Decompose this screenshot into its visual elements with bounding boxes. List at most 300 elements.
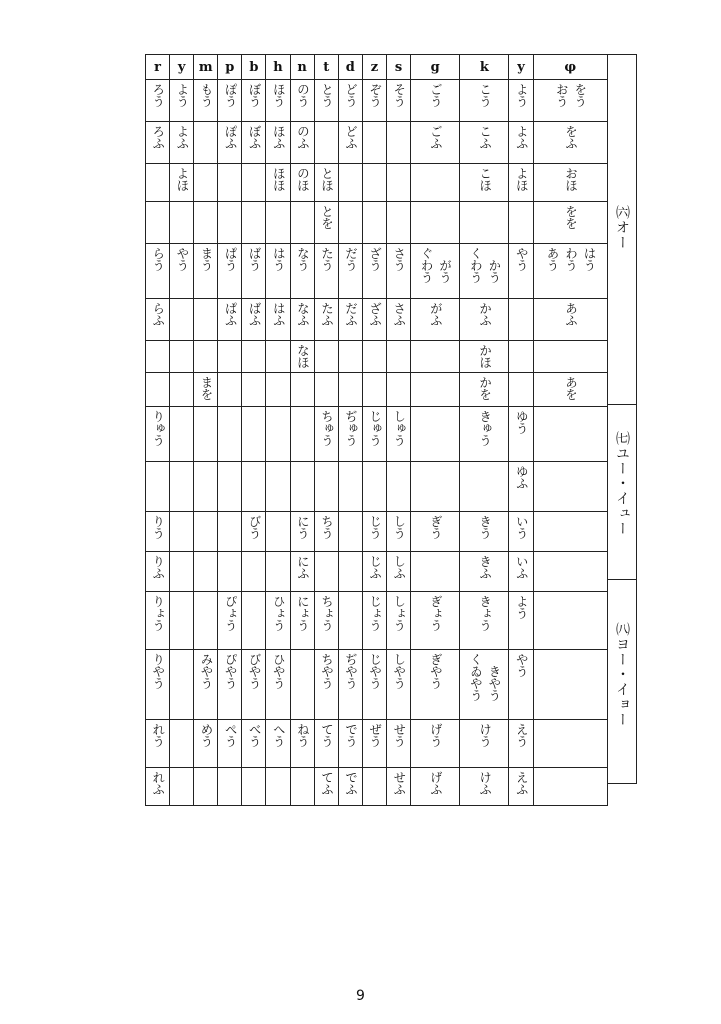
kana-reading: おう [554, 83, 570, 107]
kana-reading: ぽふ [223, 125, 239, 149]
kana-cell [218, 244, 242, 299]
kana-cell [290, 650, 314, 720]
kana-cell [338, 244, 362, 299]
kana-reading: きょう [477, 595, 493, 631]
kana-cell [386, 80, 410, 122]
kana-cell [533, 512, 607, 552]
kana-cell [338, 407, 362, 462]
kana-cell [266, 720, 290, 768]
kana-cell [194, 552, 218, 592]
kana-reading: ぼう [247, 83, 263, 107]
kana-cell [314, 768, 338, 806]
kana-reading: れう [150, 723, 166, 747]
kana-cell [266, 373, 290, 407]
kana-cell [146, 768, 170, 806]
kana-cell [290, 462, 314, 512]
kana-cell [218, 341, 242, 373]
kana-cell [386, 720, 410, 768]
kana-cell [386, 768, 410, 806]
kana-cell [386, 462, 410, 512]
kana-cell [460, 122, 509, 164]
kana-reading: けう [477, 723, 493, 747]
kana-cell [533, 552, 607, 592]
kana-reading: にふ [295, 555, 311, 579]
kana-reading: あう [545, 247, 561, 271]
kana-reading: さふ [391, 302, 407, 326]
kana-cell [362, 164, 386, 202]
kana-reading: よふ [514, 125, 530, 149]
kana-reading: ぽう [223, 83, 239, 107]
kana-cell [338, 80, 362, 122]
kana-cell [509, 720, 533, 768]
kana-cell [509, 552, 533, 592]
kana-cell [170, 373, 194, 407]
table-row [146, 202, 608, 244]
kana-cell [218, 164, 242, 202]
kana-cell [386, 373, 410, 407]
table-row [146, 462, 608, 512]
kana-cell [218, 650, 242, 720]
kana-cell [146, 299, 170, 341]
kana-cell [242, 407, 266, 462]
kana-cell [411, 552, 460, 592]
kana-reading: ほほ [271, 167, 287, 191]
kana-reading: ぎやう [428, 653, 444, 689]
kana-cell [362, 768, 386, 806]
kana-reading: みやう [198, 653, 214, 689]
kana-reading: よふ [174, 125, 190, 149]
kana-cell [218, 202, 242, 244]
kana-cell [362, 299, 386, 341]
kana-cell [338, 592, 362, 650]
table-row [146, 341, 608, 373]
kana-cell [460, 407, 509, 462]
kana-reading: たふ [319, 302, 335, 326]
kana-reading: とを [319, 205, 335, 229]
kana-cell [266, 592, 290, 650]
table-row [146, 164, 608, 202]
kana-cell [460, 244, 509, 299]
kana-reading: しふ [391, 555, 407, 579]
kana-cell [338, 122, 362, 164]
kana-cell [242, 122, 266, 164]
kana-reading: あを [563, 376, 579, 400]
kana-cell [533, 373, 607, 407]
kana-reading: こふ [477, 125, 493, 149]
kana-reading: だふ [343, 302, 359, 326]
kana-reading: ちやう [319, 653, 335, 689]
kana-reading: のほ [295, 167, 311, 191]
table-row [146, 122, 608, 164]
kana-cell [411, 202, 460, 244]
kana-cell [194, 592, 218, 650]
kana-cell [509, 299, 533, 341]
kana-cell [290, 202, 314, 244]
kana-cell [338, 768, 362, 806]
kana-reading: ちう [319, 515, 335, 539]
kana-cell [411, 592, 460, 650]
kana-cell [362, 122, 386, 164]
kana-reading: じやう [367, 653, 383, 689]
kana-cell [411, 512, 460, 552]
kana-cell [266, 299, 290, 341]
kana-reading: きふ [477, 555, 493, 579]
kana-cell [146, 407, 170, 462]
kana-cell [194, 299, 218, 341]
kana-cell [411, 720, 460, 768]
kana-cell [362, 462, 386, 512]
kana-cell [266, 650, 290, 720]
kana-cell [170, 462, 194, 512]
kana-reading: ゆう [514, 410, 530, 434]
group-label-yoo: ㈧ヨー・イョー [614, 622, 630, 727]
kana-cell [338, 341, 362, 373]
kana-cell [460, 341, 509, 373]
kana-reading: よう [174, 83, 190, 107]
kana-reading: しやう [391, 653, 407, 689]
kana-cell [146, 373, 170, 407]
header-row [146, 55, 608, 80]
kana-cell [266, 244, 290, 299]
kana-reading: にう [295, 515, 311, 539]
kana-cell [170, 299, 194, 341]
kana-cell [386, 299, 410, 341]
kana-reading: きう [477, 515, 493, 539]
group-divider [608, 579, 636, 580]
kana-cell [194, 244, 218, 299]
kana-cell [362, 202, 386, 244]
kana-cell [170, 202, 194, 244]
kana-cell [266, 164, 290, 202]
kana-reading: きやう [486, 665, 502, 701]
kana-cell [314, 462, 338, 512]
kana-reading: ぱう [223, 247, 239, 271]
kana-cell [314, 407, 338, 462]
kana-cell [338, 552, 362, 592]
kana-cell [386, 202, 410, 244]
kana-reading: ひょう [271, 595, 287, 631]
kana-cell [411, 373, 460, 407]
kana-cell [170, 768, 194, 806]
kana-cell [218, 720, 242, 768]
kana-cell [314, 341, 338, 373]
kana-reading: でう [343, 723, 359, 747]
kana-cell [290, 512, 314, 552]
kana-table [145, 54, 608, 806]
kana-reading: びう [247, 515, 263, 539]
kana-cell [411, 768, 460, 806]
kana-reading: たう [319, 247, 335, 271]
column-header: p [218, 55, 242, 80]
kana-cell [170, 341, 194, 373]
kana-reading: りふ [150, 555, 166, 579]
kana-reading: ぎう [428, 515, 444, 539]
kana-cell [146, 592, 170, 650]
kana-reading: はふ [271, 302, 287, 326]
kana-cell [338, 512, 362, 552]
kana-cell [194, 373, 218, 407]
kana-reading: ぴょう [223, 595, 239, 631]
column-header: m [194, 55, 218, 80]
kana-cell [338, 462, 362, 512]
kana-cell [386, 592, 410, 650]
kana-cell [362, 373, 386, 407]
column-header: g [411, 55, 460, 80]
kana-reading: びやう [247, 653, 263, 689]
kana-cell [460, 720, 509, 768]
kana-cell [242, 202, 266, 244]
kana-reading: やう [514, 653, 530, 677]
kana-cell [242, 373, 266, 407]
kana-reading: かふ [477, 302, 493, 326]
kana-reading: をふ [563, 125, 579, 149]
group-divider [608, 404, 636, 405]
kana-reading: よほ [174, 167, 190, 191]
kana-cell [170, 650, 194, 720]
kana-cell [411, 122, 460, 164]
kana-cell [290, 299, 314, 341]
kana-reading: りう [150, 515, 166, 539]
column-header: k [460, 55, 509, 80]
table-row [146, 373, 608, 407]
kana-reading: のう [295, 83, 311, 107]
kana-cell [533, 122, 607, 164]
kana-reading: わう [563, 247, 579, 271]
kana-reading: ちょう [319, 595, 335, 631]
kana-cell [509, 80, 533, 122]
kana-reading: ぺう [223, 723, 239, 747]
kana-cell [170, 512, 194, 552]
kana-reading: じう [367, 515, 383, 539]
kana-reading: じふ [367, 555, 383, 579]
kana-cell [242, 720, 266, 768]
kana-cell [314, 720, 338, 768]
kana-cell [218, 80, 242, 122]
kana-cell [314, 299, 338, 341]
kana-reading: いう [514, 515, 530, 539]
table-row [146, 768, 608, 806]
kana-cell [194, 407, 218, 462]
kana-cell [533, 299, 607, 341]
kana-cell [290, 407, 314, 462]
kana-reading: あふ [563, 302, 579, 326]
kana-cell [170, 164, 194, 202]
kana-reading: でふ [343, 771, 359, 795]
kana-reading: まを [198, 376, 214, 400]
kana-cell [218, 768, 242, 806]
kana-cell [509, 244, 533, 299]
kana-cell [170, 122, 194, 164]
table-row [146, 552, 608, 592]
kana-reading: りゅう [150, 410, 166, 446]
kana-cell [170, 720, 194, 768]
kana-reading: くわう [468, 247, 484, 283]
kana-reading: じょう [367, 595, 383, 631]
kana-cell [314, 202, 338, 244]
kana-reading: がふ [428, 302, 444, 326]
kana-cell [314, 244, 338, 299]
kana-cell [242, 552, 266, 592]
kana-reading: せう [391, 723, 407, 747]
table-row [146, 592, 608, 650]
kana-reading: ぱふ [223, 302, 239, 326]
group-label-yuu: ㈦ユー・イュー [614, 431, 630, 536]
kana-cell [509, 407, 533, 462]
kana-reading: ぜう [367, 723, 383, 747]
table-row [146, 244, 608, 299]
kana-cell [460, 164, 509, 202]
column-header: z [362, 55, 386, 80]
kana-reading: しょう [391, 595, 407, 631]
kana-cell [533, 244, 607, 299]
kana-reading: かを [477, 376, 493, 400]
column-header: r [146, 55, 170, 80]
kana-cell [509, 202, 533, 244]
kana-cell [242, 80, 266, 122]
kana-cell [290, 80, 314, 122]
kana-reading: やう [514, 247, 530, 271]
kana-reading: なほ [295, 344, 311, 368]
kana-reading: らう [150, 247, 166, 271]
kana-cell [386, 244, 410, 299]
kana-reading: ぢゅう [343, 410, 359, 446]
kana-cell [460, 373, 509, 407]
kana-cell [218, 407, 242, 462]
kana-cell [146, 80, 170, 122]
kana-cell [509, 164, 533, 202]
kana-cell [242, 592, 266, 650]
kana-reading: けふ [477, 771, 493, 795]
kana-cell [170, 552, 194, 592]
kana-cell [314, 592, 338, 650]
kana-cell [194, 202, 218, 244]
kana-cell [314, 373, 338, 407]
kana-cell [194, 122, 218, 164]
kana-reading: ぴやう [223, 653, 239, 689]
kana-cell [218, 122, 242, 164]
kana-reading: はう [582, 247, 598, 271]
kana-reading: ちゅう [319, 410, 335, 446]
kana-cell [290, 164, 314, 202]
kana-reading: まう [198, 247, 214, 271]
kana-cell [386, 164, 410, 202]
kana-reading: しう [391, 515, 407, 539]
kana-cell [194, 462, 218, 512]
kana-reading: ひやう [271, 653, 287, 689]
kana-cell [314, 122, 338, 164]
kana-cell [338, 650, 362, 720]
kana-cell [170, 244, 194, 299]
kana-cell [314, 164, 338, 202]
column-header: n [290, 55, 314, 80]
kana-cell [533, 768, 607, 806]
kana-reading: ろう [150, 83, 166, 107]
kana-cell [411, 462, 460, 512]
kana-cell [290, 373, 314, 407]
kana-cell [509, 341, 533, 373]
kana-cell [386, 512, 410, 552]
kana-cell [411, 341, 460, 373]
kana-reading: こう [477, 83, 493, 107]
kana-reading: さう [391, 247, 407, 271]
kana-reading: ぢやう [343, 653, 359, 689]
kana-reading: とう [319, 83, 335, 107]
kana-cell [290, 592, 314, 650]
kana-reading: へう [271, 723, 287, 747]
kana-cell [194, 720, 218, 768]
kana-cell [146, 122, 170, 164]
kana-cell [290, 341, 314, 373]
kana-cell [460, 592, 509, 650]
kana-cell [242, 341, 266, 373]
kana-reading: よう [514, 83, 530, 107]
kana-cell [242, 650, 266, 720]
kana-cell [218, 462, 242, 512]
kana-reading: じゅう [367, 410, 383, 446]
kana-reading: どふ [343, 125, 359, 149]
kana-reading: ばう [247, 247, 263, 271]
kana-reading: てう [319, 723, 335, 747]
kana-reading: おほ [563, 167, 579, 191]
kana-cell [290, 122, 314, 164]
kana-cell [411, 164, 460, 202]
table-row [146, 720, 608, 768]
kana-reading: ほふ [271, 125, 287, 149]
kana-reading: はう [271, 247, 287, 271]
kana-cell [460, 462, 509, 512]
kana-reading: しゅう [391, 410, 407, 446]
kana-reading: にょう [295, 595, 311, 631]
kana-cell [411, 244, 460, 299]
kana-reading: ごふ [428, 125, 444, 149]
kana-reading: なう [295, 247, 311, 271]
kana-cell [533, 462, 607, 512]
kana-cell [242, 462, 266, 512]
kana-cell [362, 407, 386, 462]
kana-cell [218, 512, 242, 552]
kana-cell [509, 650, 533, 720]
kana-reading: かう [486, 259, 502, 283]
kana-cell [411, 80, 460, 122]
kana-cell [266, 80, 290, 122]
kana-cell [146, 512, 170, 552]
kana-cell [266, 341, 290, 373]
kana-cell [460, 512, 509, 552]
kana-reading: えう [514, 723, 530, 747]
kana-reading: げふ [428, 771, 444, 795]
kana-cell [194, 341, 218, 373]
kana-reading: そう [391, 83, 407, 107]
kana-reading: くゐやう [468, 653, 484, 701]
kana-cell [170, 407, 194, 462]
column-header: y [509, 55, 533, 80]
kana-cell [362, 720, 386, 768]
kana-cell [314, 650, 338, 720]
table-row [146, 80, 608, 122]
kana-cell [146, 720, 170, 768]
kana-cell [218, 592, 242, 650]
kana-reading: ばふ [247, 302, 263, 326]
kana-reading: ぐわう [419, 247, 435, 283]
kana-cell [170, 80, 194, 122]
group-label-strip [608, 54, 637, 784]
kana-reading: をう [572, 83, 588, 107]
kana-reading: ごう [428, 83, 444, 107]
kana-cell [146, 552, 170, 592]
kana-reading: のふ [295, 125, 311, 149]
kana-reading: ぎょう [428, 595, 444, 631]
kana-cell [314, 512, 338, 552]
